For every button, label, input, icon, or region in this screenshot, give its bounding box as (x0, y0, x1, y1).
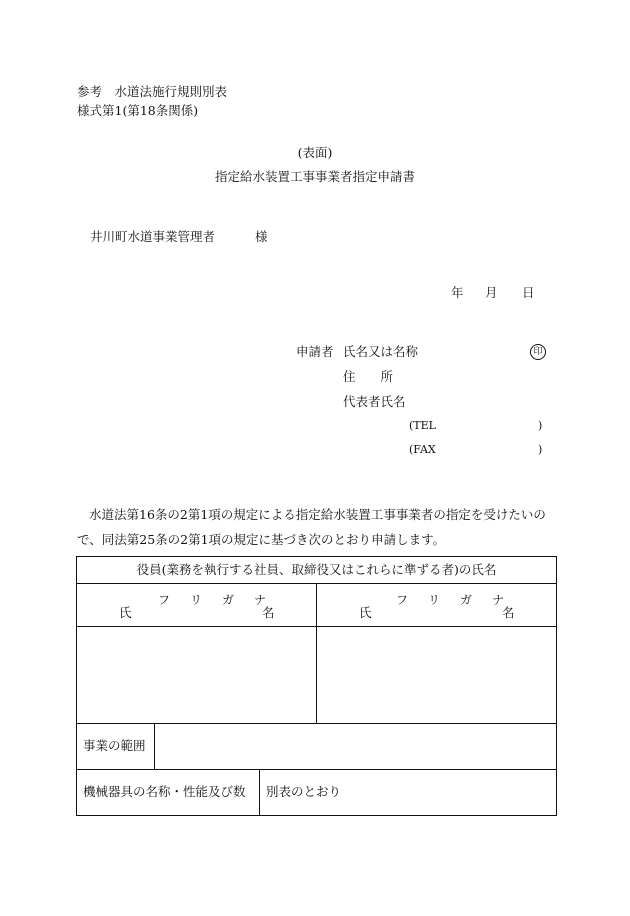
date-month-label: 月 (485, 285, 498, 300)
reference-line: 参考 水道法施行規則別表 (77, 84, 228, 99)
fax-close: ) (538, 443, 543, 456)
furigana-char: ナ (491, 593, 504, 607)
fax-label: (FAX (409, 443, 436, 456)
furigana-label (396, 591, 504, 608)
table-divider (76, 723, 557, 724)
applicant-name-label: 氏名又は名称 (343, 344, 419, 359)
officers-header: 役員(業務を執行する社員、取締役又はこれらに準ずる者)の氏名 (136, 562, 497, 577)
table-divider (76, 769, 557, 770)
tel-close: ) (538, 419, 543, 432)
furigana-char: フ (396, 593, 409, 607)
furigana-char: リ (189, 593, 202, 607)
document-title: 指定給水装置工事事業者指定申請書 (214, 169, 415, 184)
table-divider (259, 769, 260, 815)
applicant-rep-label: 代表者氏名 (343, 394, 406, 409)
furigana-char: ナ (253, 593, 266, 607)
applicant-address-label: 住 所 (343, 369, 394, 384)
surname-label: 氏 (359, 605, 372, 620)
furigana-char: リ (427, 593, 440, 607)
tel-label: (TEL (409, 419, 436, 432)
given-name-label: 名 (502, 605, 515, 620)
date-year-label: 年 (451, 285, 464, 300)
equipment-label: 機械器具の名称・性能及び数 (83, 784, 246, 799)
addressee-name: 井川町水道事業管理者 (90, 229, 216, 244)
given-name-label: 名 (262, 605, 275, 620)
surname-label: 氏 (119, 605, 132, 620)
furigana-char: ガ (459, 593, 472, 607)
application-statement: 水道法第16条の2第1項の規定による指定給水装置工事事業者の指定を受けたいので、同法第25条の2第1項の規定に基づき次のとおり申請します。 (77, 507, 546, 547)
furigana-char: ガ (221, 593, 234, 607)
addressee-honorific: 様 (255, 229, 268, 244)
seal-mark: 印 (530, 344, 546, 360)
business-scope-label: 事業の範囲 (83, 738, 146, 753)
side-label: (表面) (297, 145, 333, 160)
date-day-label: 日 (522, 285, 535, 300)
table-divider (154, 723, 155, 769)
applicant-label: 申請者 (296, 344, 334, 359)
furigana-label (158, 591, 266, 608)
table-divider (316, 583, 317, 723)
form-number: 様式第1(第18条関係) (77, 103, 199, 118)
furigana-char: フ (158, 593, 171, 607)
equipment-value: 別表のとおり (266, 784, 342, 799)
